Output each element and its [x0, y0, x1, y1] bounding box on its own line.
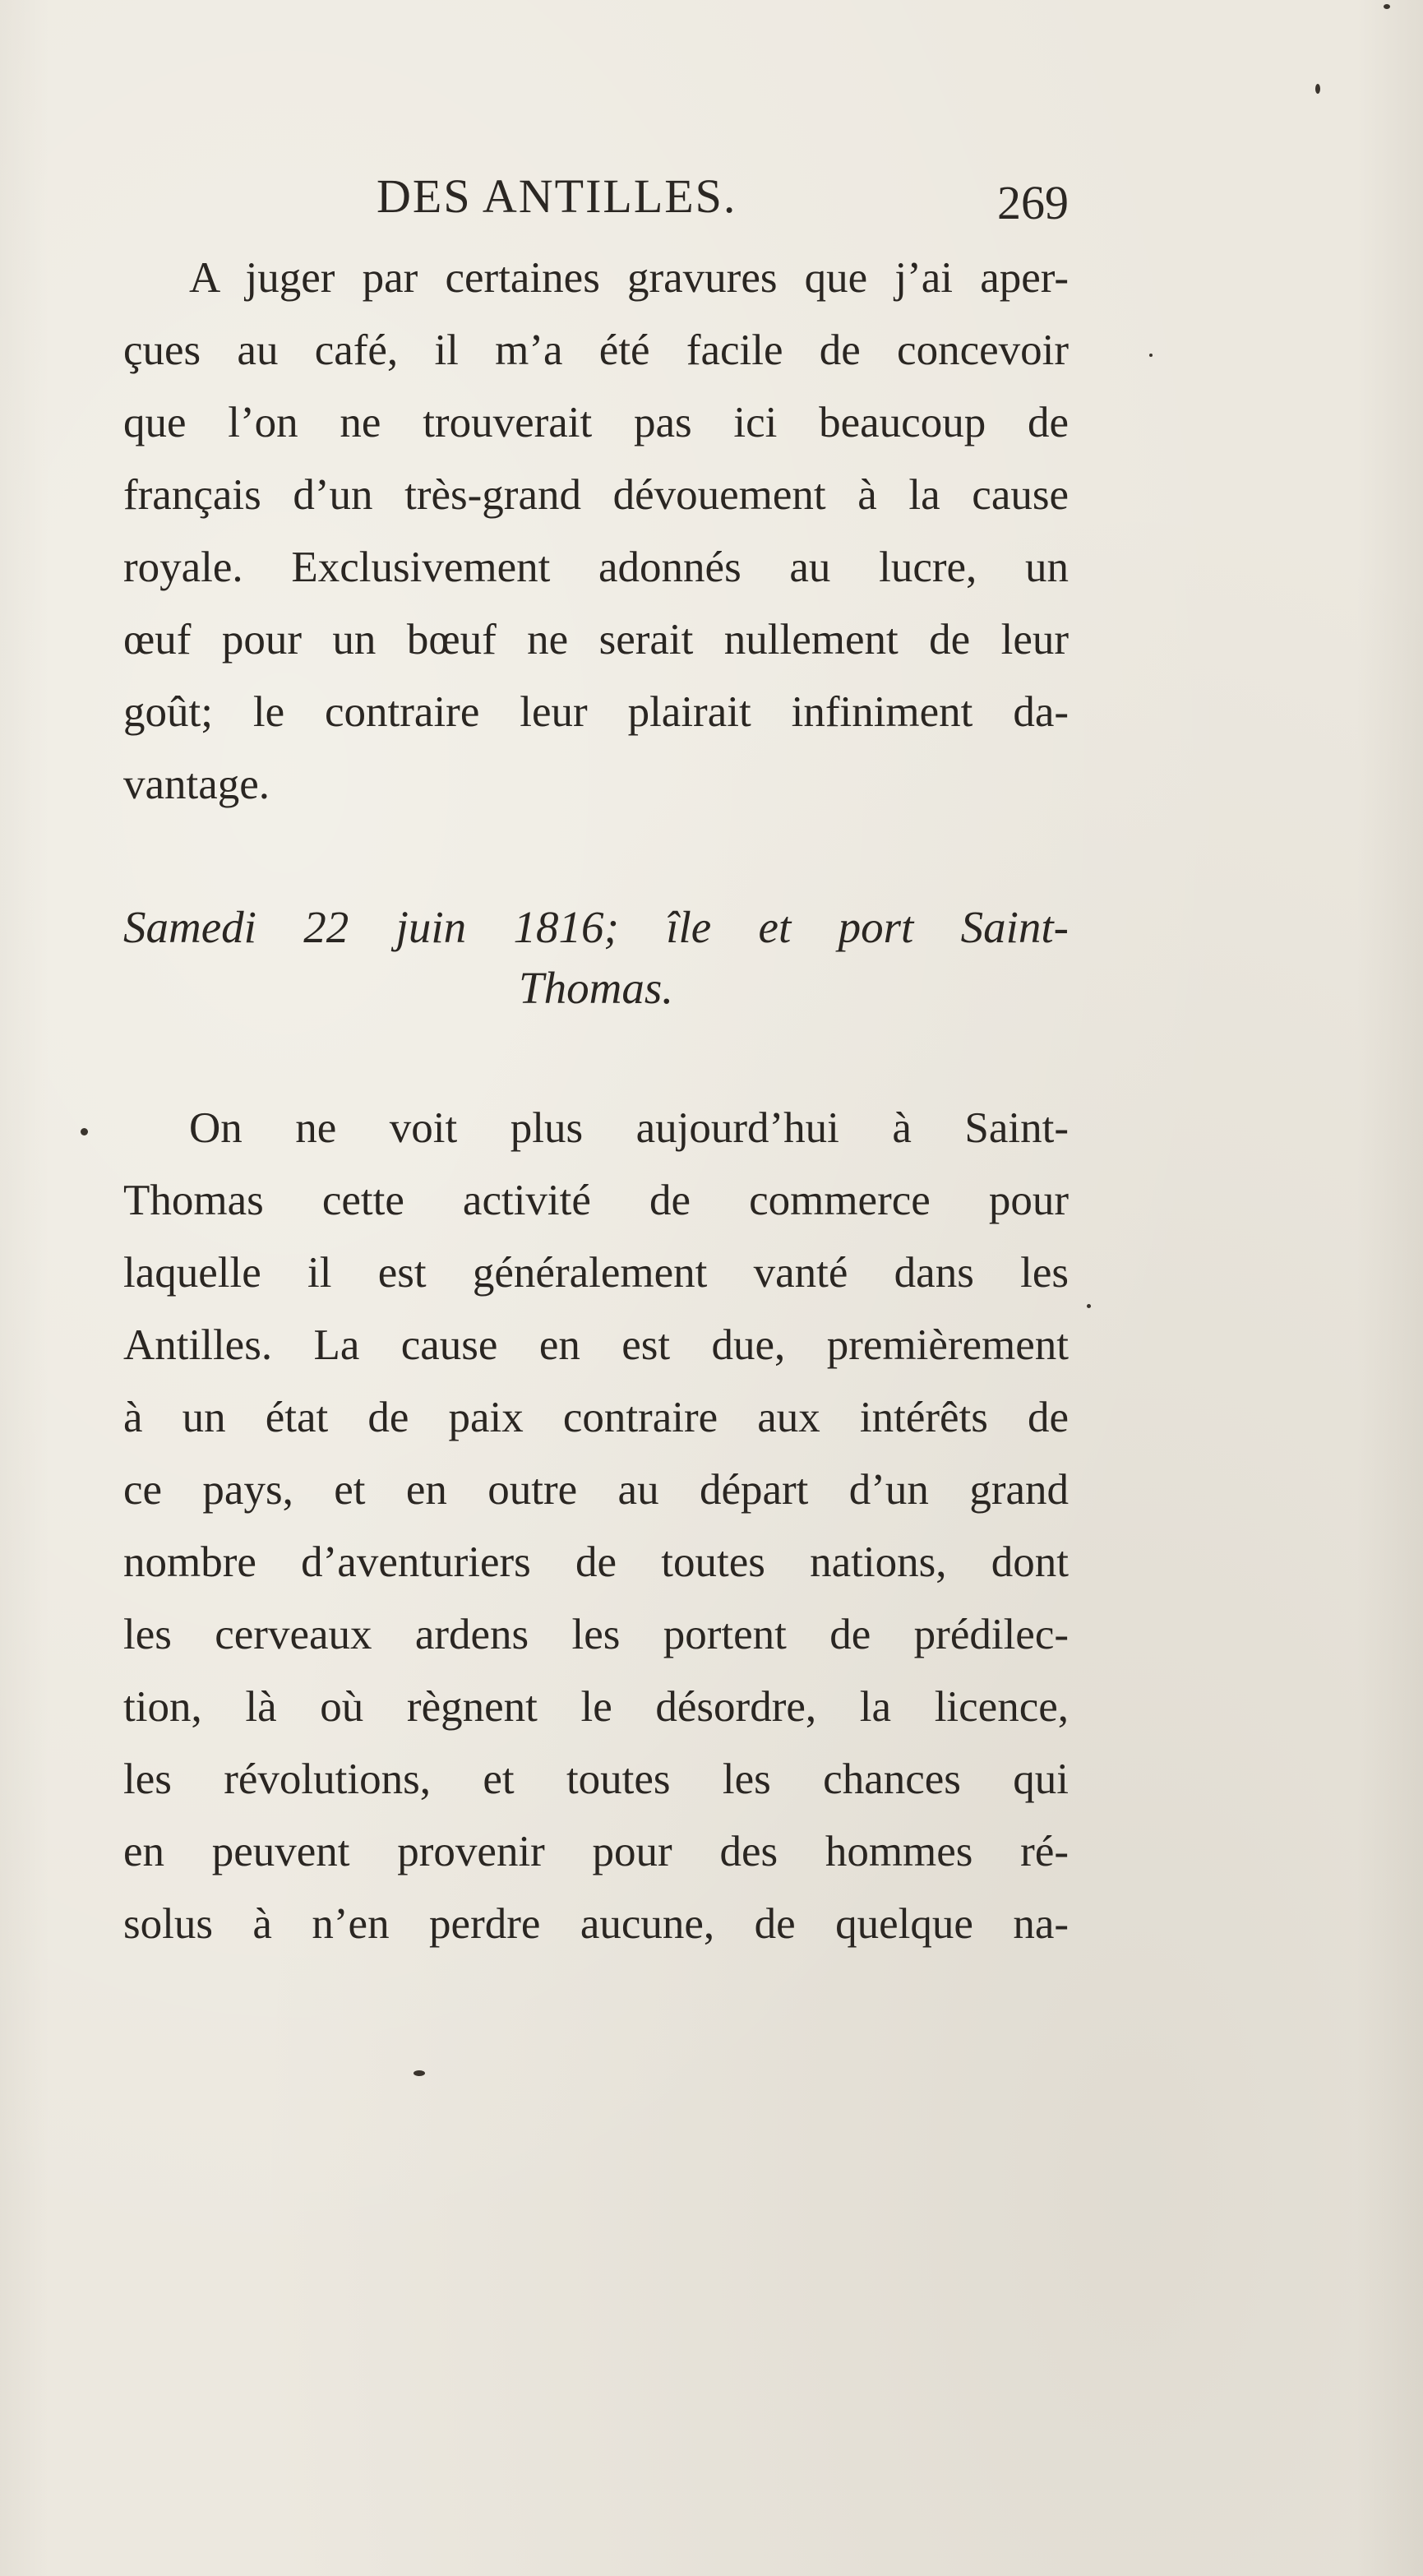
text-line: laquelle il est généralement vanté dans les — [123, 1249, 1069, 1297]
text-line: œuf pour un bœuf ne serait nullement de leur — [123, 616, 1069, 664]
text-line: goût; le contraire leur plairait infiniment da- — [123, 688, 1069, 736]
text-line: que l’on ne trouverait pas ici beaucoup de — [123, 399, 1069, 446]
text-line: en peuvent provenir pour des hommes ré- — [123, 1828, 1069, 1875]
text-line: çues au café, il m’a été facile de concevoir — [123, 326, 1069, 374]
running-title: DES ANTILLES. — [377, 169, 737, 223]
paper-speck — [1149, 354, 1153, 357]
text-line: à un état de paix contraire aux intérêts de — [123, 1394, 1069, 1441]
section-heading-line: Samedi 22 juin 1816; île et port Saint- — [123, 902, 1069, 952]
paper-speck — [1315, 84, 1320, 94]
section-heading-line: Thomas. — [519, 963, 673, 1013]
running-head — [123, 169, 1069, 234]
paper-speck — [1384, 4, 1390, 9]
text-line: ce pays, et en outre au départ d’un grand — [123, 1466, 1069, 1514]
text-line: les révolutions, et toutes les chances qui — [123, 1755, 1069, 1803]
text-line: vantage. — [123, 761, 270, 808]
text-line: français d’un très-grand dévouement à la cause — [123, 471, 1069, 519]
text-line: On ne voit plus aujourd’hui à Saint- — [189, 1104, 1069, 1152]
text-line: nombre d’aventuriers de toutes nations, dont — [123, 1538, 1069, 1586]
paper-speck — [414, 2070, 425, 2076]
text-line: royale. Exclusivement adonnés au lucre, un — [123, 543, 1069, 591]
text-line: Antilles. La cause en est due, premièrement — [123, 1321, 1069, 1369]
text-line: Thomas cette activité de commerce pour — [123, 1177, 1069, 1224]
text-line: tion, là où règnent le désordre, la licence, — [123, 1683, 1069, 1731]
paper-speck — [81, 1128, 88, 1135]
text-line: A juger par certaines gravures que j’ai aper- — [189, 254, 1069, 302]
page-number: 269 — [997, 176, 1069, 229]
paper-speck — [1087, 1304, 1091, 1308]
text-line: solus à n’en perdre aucune, de quelque na- — [123, 1900, 1069, 1948]
text-line: les cerveaux ardens les portent de prédilec- — [123, 1611, 1069, 1658]
